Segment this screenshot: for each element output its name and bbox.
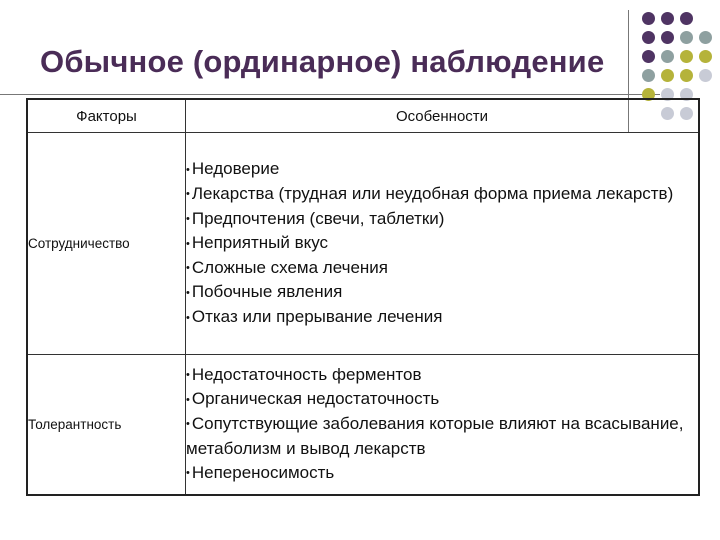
column-header-factors: Факторы [27,99,186,133]
decor-dot [699,50,712,63]
bullet-icon: • [186,286,190,299]
decor-dot [661,69,674,82]
list-item-text: Отказ или прерывание лечения [191,307,443,327]
list-item [186,412,698,461]
bullet-icon: • [186,262,190,275]
decor-dot [661,12,674,25]
feature-list [186,363,698,486]
column-header-features: Особенности [186,99,700,133]
bullet-icon: • [186,418,190,431]
list-item-text: Побочные явления [191,282,343,302]
decor-dot [642,31,655,44]
features-cell [186,355,700,495]
list-item-text: Непереносимость [191,463,335,483]
slide-title: Обычное (ординарное) наблюдение [40,44,605,79]
list-item-text: Сопутствующие заболевания которые влияют на всасывание, метаболизм и вывод лекарств [186,414,684,458]
list-item [186,280,698,305]
title-divider [0,94,660,95]
list-item [186,182,698,207]
bullet-icon: • [186,188,190,201]
list-item [186,387,698,412]
decor-dot [699,69,712,82]
decor-dot [699,31,712,44]
decor-dot [680,12,693,25]
list-item-text: Органическая недостаточность [191,389,440,409]
list-item [186,461,698,486]
list-item [186,157,698,182]
decor-dot [642,50,655,63]
decor-dot [661,31,674,44]
table-header-row [27,99,699,133]
list-item [186,305,698,330]
list-item [186,256,698,281]
decor-dot [680,50,693,63]
list-item-text: Сложные схема лечения [191,257,389,277]
feature-list [186,157,698,330]
list-item-text: Предпочтения (свечи, таблетки) [191,208,445,228]
bullet-icon: • [186,311,190,324]
list-item-text: Недоверие [191,159,280,179]
table-row [27,133,699,355]
list-item [186,231,698,256]
observation-table [26,98,700,496]
decor-dot [642,69,655,82]
list-item [186,207,698,232]
decor-dot [680,31,693,44]
bullet-icon: • [186,467,190,480]
list-item-text: Лекарства (трудная или неудобная форма приема лекарств) [191,183,674,203]
factor-cell: Сотрудничество [27,133,186,355]
bullet-icon: • [186,393,190,406]
list-item-text: Недостаточность ферментов [191,364,422,384]
table-row [27,355,699,495]
list-item [186,363,698,388]
decor-dot [642,12,655,25]
bullet-icon: • [186,369,190,382]
features-cell [186,133,700,355]
bullet-icon: • [186,237,190,250]
bullet-icon: • [186,163,190,176]
factor-cell: Толерантность [27,355,186,495]
decor-dot [680,69,693,82]
list-item-text: Неприятный вкус [191,233,329,253]
bullet-icon: • [186,212,190,225]
decor-dot [661,50,674,63]
